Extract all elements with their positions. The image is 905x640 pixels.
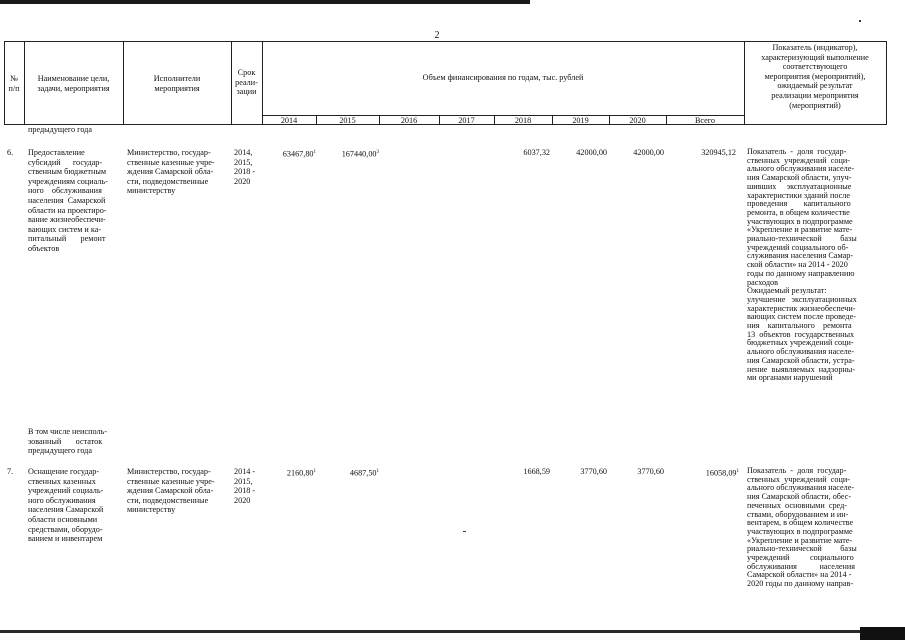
row-name: Оснащение государ- ственных казенных учреждений социаль- ного обслуживания населения Самарской области основными средствами, оборудо- ванием и инвентарем — [28, 467, 104, 544]
header-total: Всего — [694, 116, 716, 125]
header-year: 2020 — [629, 116, 646, 125]
row-executor: Министерство, государ- ственные казенные учре- ждения Самарской обла- сти, подведомственные министерству — [127, 467, 215, 515]
header-col-name: Наименование цели, задачи, мероприятия — [37, 74, 110, 93]
header-year: 2017 — [458, 116, 475, 125]
value-2019: 3770,60 — [580, 467, 607, 476]
scan-edge-top — [0, 0, 530, 4]
row-name: Предоставление субсидий государ- ственным бюджетным учреждениям социаль- ного обслуживания населения Самарской области на проектиро- вание жизнеобеспечи- вающих систем и ка- питальный ремонт объектов — [28, 148, 108, 253]
header-col-term: Срок реали- зации — [235, 68, 258, 97]
value-2015: 167440,00$^3$ — [341, 149, 379, 159]
row-sub-note: В том числе неисполь- зованный остаток предыдущего года — [28, 427, 107, 456]
value-2019: 42000,00 — [576, 148, 607, 157]
value-total: 320945,12 — [701, 148, 736, 157]
row-executor: Министерство, государ- ственные казенные учре- ждения Самарской обла- сти, подведомственные министерству — [127, 148, 215, 196]
carry-over-text: предыдущего года — [28, 125, 92, 134]
row-number: 6. — [7, 148, 14, 157]
scan-speck — [859, 20, 861, 22]
header-col-executors: Исполнители мероприятия — [153, 74, 201, 93]
scan-edge-corner — [860, 627, 905, 640]
header-year: 2014 — [280, 116, 298, 125]
header-col-number: № п/п — [8, 74, 20, 93]
row-term: 2014, 2015, 2018 - 2020 — [234, 148, 256, 186]
header-year: 2018 — [514, 116, 532, 125]
value-2020: 42000,00 — [633, 148, 664, 157]
value-2020: 3770,60 — [637, 467, 664, 476]
value-2014: 2160,80$^1$ — [286, 468, 316, 478]
page-number: 2 — [434, 30, 440, 41]
row-indicator: Показатель - доля государ- ственных учреждений соци- ального обслуживания населе- ния Самарской области, обес- печенных основными сред- ствами, оборудованием и ин- вентарем, в общем количестве участвующих в подпрограмме «Укрепление и развитие мате- риально-технической базы учреждений социального обслуживания населения Самарской области» на 2014 - 2020 годы по данному направ- — [747, 466, 857, 589]
header-col-financing: Объем финансирования по годам, тыс. рублей — [422, 73, 584, 82]
header-col-indicator: Показатель (индикатор), характеризующий выполнение соответствующего мероприятия (мероприятий), ожидаемый результат реализации мероприятия (мероприятий) — [761, 43, 869, 110]
header-year: 2015 — [339, 116, 356, 125]
value-2015: 4687,50$^1$ — [349, 468, 379, 478]
value-2014: 63467,80$^1$ — [282, 149, 316, 159]
header-year: 2016 — [400, 116, 418, 125]
scan-speck — [463, 531, 466, 532]
value-total: 16058,09$^1$ — [705, 468, 739, 478]
value-2018: 1668,59 — [523, 467, 550, 476]
header-year: 2019 — [572, 116, 589, 125]
value-2018: 6037,32 — [523, 148, 550, 157]
row-number: 7. — [7, 467, 14, 476]
scan-edge-bottom — [0, 630, 905, 633]
row-indicator: Показатель - доля государ- ственных учреждений соци- ального обслуживания населе- ния Самарской области, улуч- шивших эксплуатационные характеристики зданий после проведения капитального ремонта, в общем количестве участвующих в подпрограмме «Укрепление и развитие мате- риально-технической базы учреждений социального об- служивания населения Самар- ской области» на 2014 - 2020 годы по данному направлению расходов Ожидаемый результат: улучшение эксплуатационных характеристик жизнеобеспечи- вающих систем после проведе- ния капитального ремонта 13 объектов государственных бюджетных учреждений соци- ального обслуживания населе- ния Самарской области, устра- нение выявляемых надзорны- ми органами нарушений — [747, 147, 857, 383]
row-term: 2014 - 2015, 2018 - 2020 — [234, 467, 256, 505]
